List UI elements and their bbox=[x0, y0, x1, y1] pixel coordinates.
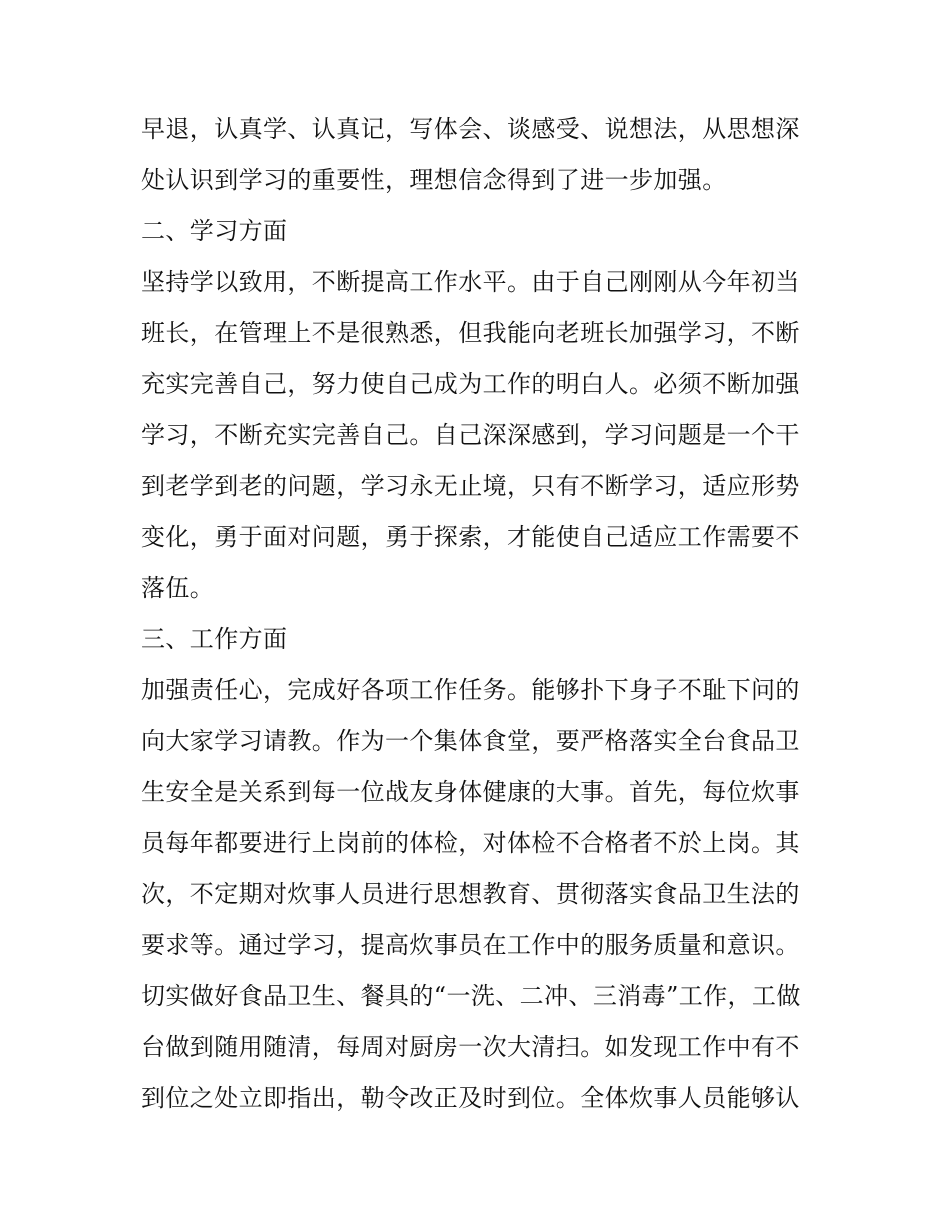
text-line: 学习，不断充实完善自己。自己深深感到，学习问题是一个干 bbox=[141, 421, 800, 449]
text-line: 次，不定期对炊事人员进行思想教育、贯彻落实食品卫生法的 bbox=[141, 880, 800, 908]
section-heading: 二、学习方面 bbox=[141, 217, 288, 245]
text-line: 处认识到学习的重要性，理想信念得到了进一步加强。 bbox=[141, 166, 727, 194]
text-line: 到老学到老的问题，学习永无止境，只有不断学习，适应形势 bbox=[141, 472, 800, 500]
text-line: 坚持学以致用，不断提高工作水平。由于自己刚刚从今年初当 bbox=[141, 268, 800, 296]
text-line: 要求等。通过学习，提高炊事员在工作中的服务质量和意识。 bbox=[141, 931, 800, 959]
text-line: 早退，认真学、认真记，写体会、谈感受、说想法，从思想深 bbox=[141, 115, 800, 143]
body-text bbox=[141, 104, 821, 1124]
text-line: 班长，在管理上不是很熟悉，但我能向老班长加强学习，不断 bbox=[141, 319, 800, 347]
text-line: 向大家学习请教。作为一个集体食堂，要严格落实全台食品卫 bbox=[141, 727, 800, 755]
text-line: 台做到随用随清，每周对厨房一次大清扫。如发现工作中有不 bbox=[141, 1033, 800, 1061]
text-line: 生安全是关系到每一位战友身体健康的大事。首先，每位炊事 bbox=[141, 778, 800, 806]
text-line: 到位之处立即指出，勒令改正及时到位。全体炊事人员能够认 bbox=[141, 1084, 800, 1112]
text-line: 落伍。 bbox=[141, 574, 215, 602]
text-line: 变化，勇于面对问题，勇于探索，才能使自己适应工作需要不 bbox=[141, 523, 800, 551]
section-heading: 三、工作方面 bbox=[141, 625, 288, 653]
text-line: 充实完善自己，努力使自己成为工作的明白人。必须不断加强 bbox=[141, 370, 800, 398]
text-line: 切实做好食品卫生、餐具的“一洗、二冲、三消毒”工作，工做 bbox=[141, 982, 801, 1010]
text-line: 加强责任心，完成好各项工作任务。能够扑下身子不耻下问的 bbox=[141, 676, 800, 704]
text-line: 员每年都要进行上岗前的体检，对体检不合格者不於上岗。其 bbox=[141, 829, 800, 857]
